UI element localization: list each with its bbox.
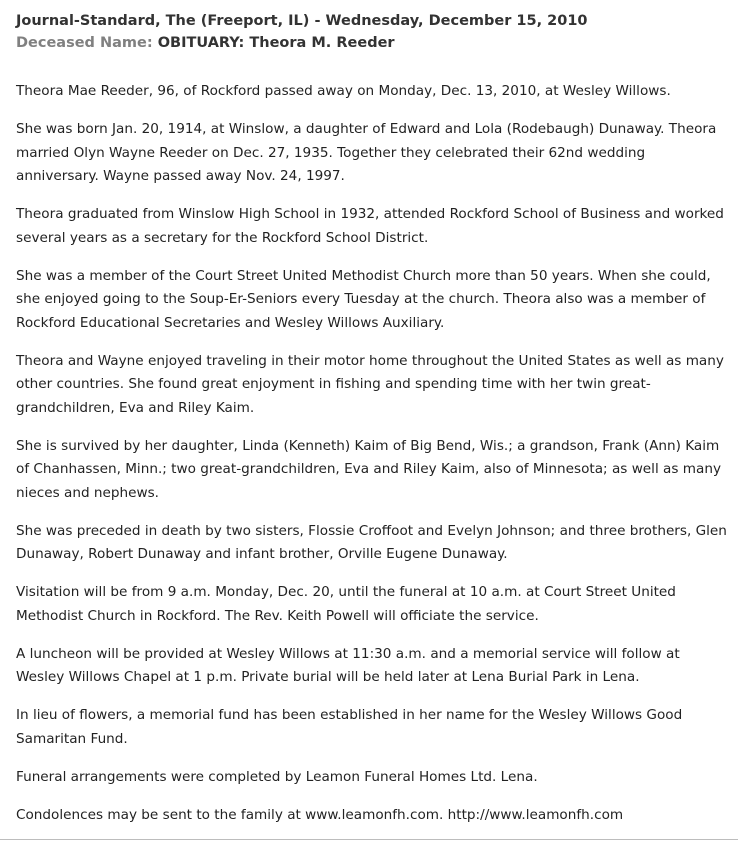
paragraph-arrangements: Funeral arrangements were completed by Leamon Funeral Homes Ltd. Lena. — [16, 768, 538, 785]
obituary-body — [16, 80, 728, 842]
deceased-name-label: Deceased Name: — [16, 35, 153, 51]
paragraph-birth-marriage: She was born Jan. 20, 1914, at Winslow, a daughter of Edward and Lola (Rodebaugh) Dunaway. Theora married Olyn Wayne Reeder on Dec. 27, 1935. Together they celebrated their 62nd wedding anniversary. Wayne passed away Nov. 24, 1997. — [16, 121, 717, 184]
paragraph-travel: Theora and Wayne enjoyed traveling in their motor home throughout the United States as well as many other countries. She found great enjoyment in fishing and spending time with her twin great-grandchildren, Eva and Riley Kaim. — [16, 352, 724, 416]
publication-line: Journal-Standard, The (Freeport, IL) - Wednesday, December 15, 2010 — [16, 13, 588, 29]
paragraph-education: Theora graduated from Winslow High School in 1932, attended Rockford School of Business and worked several years as a secretary for the Rockford School District. — [16, 206, 724, 246]
paragraph-luncheon: A luncheon will be provided at Wesley Willows at 11:30 a.m. and a memorial service will follow at Wesley Willows Chapel at 1 p.m. Private burial will be held later at Lena Burial Park in Lena. — [16, 645, 680, 685]
paragraph-church: She was a member of the Court Street United Methodist Church more than 50 years. When she could, she enjoyed going to the Soup-Er-Seniors every Tuesday at the church. Theora also was a member of Rockford Educational Secretaries and Wesley Willows Auxiliary. — [16, 267, 711, 331]
paragraph-death-notice: Theora Mae Reeder, 96, of Rockford passed away on Monday, Dec. 13, 2010, at Wesley Willows. — [16, 83, 671, 99]
deceased-name-line — [16, 32, 728, 54]
deceased-name-value: OBITUARY: Theora M. Reeder — [157, 35, 395, 51]
paragraph-preceded: She was preceded in death by two sisters, Flossie Croffoot and Evelyn Johnson; and three brothers, Glen Dunaway, Robert Dunaway and infant brother, Orville Eugene Dunaway. — [16, 522, 727, 562]
paragraph-survivors: She is survived by her daughter, Linda (Kenneth) Kaim of Big Bend, Wis.; a grandson, Frank (Ann) Kaim of Chanhassen, Minn.; two great-grandchildren, Eva and Riley Kaim, also of Minnesota; as well as many nieces and nephews. — [16, 437, 722, 501]
paragraph-memorial-fund: In lieu of flowers, a memorial fund has been established in her name for the Wesley Willows Good Samaritan Fund. — [16, 707, 683, 747]
bottom-divider — [0, 839, 738, 840]
article-header — [16, 10, 728, 54]
paragraph-condolences: Condolences may be sent to the family at www.leamonfh.com. http://www.leamonfh.com — [16, 806, 624, 823]
paragraph-visitation: Visitation will be from 9 a.m. Monday, Dec. 20, until the funeral at 10 a.m. at Court Street United Methodist Church in Rockford. The Rev. Keith Powell will officiate the service. — [16, 584, 676, 624]
